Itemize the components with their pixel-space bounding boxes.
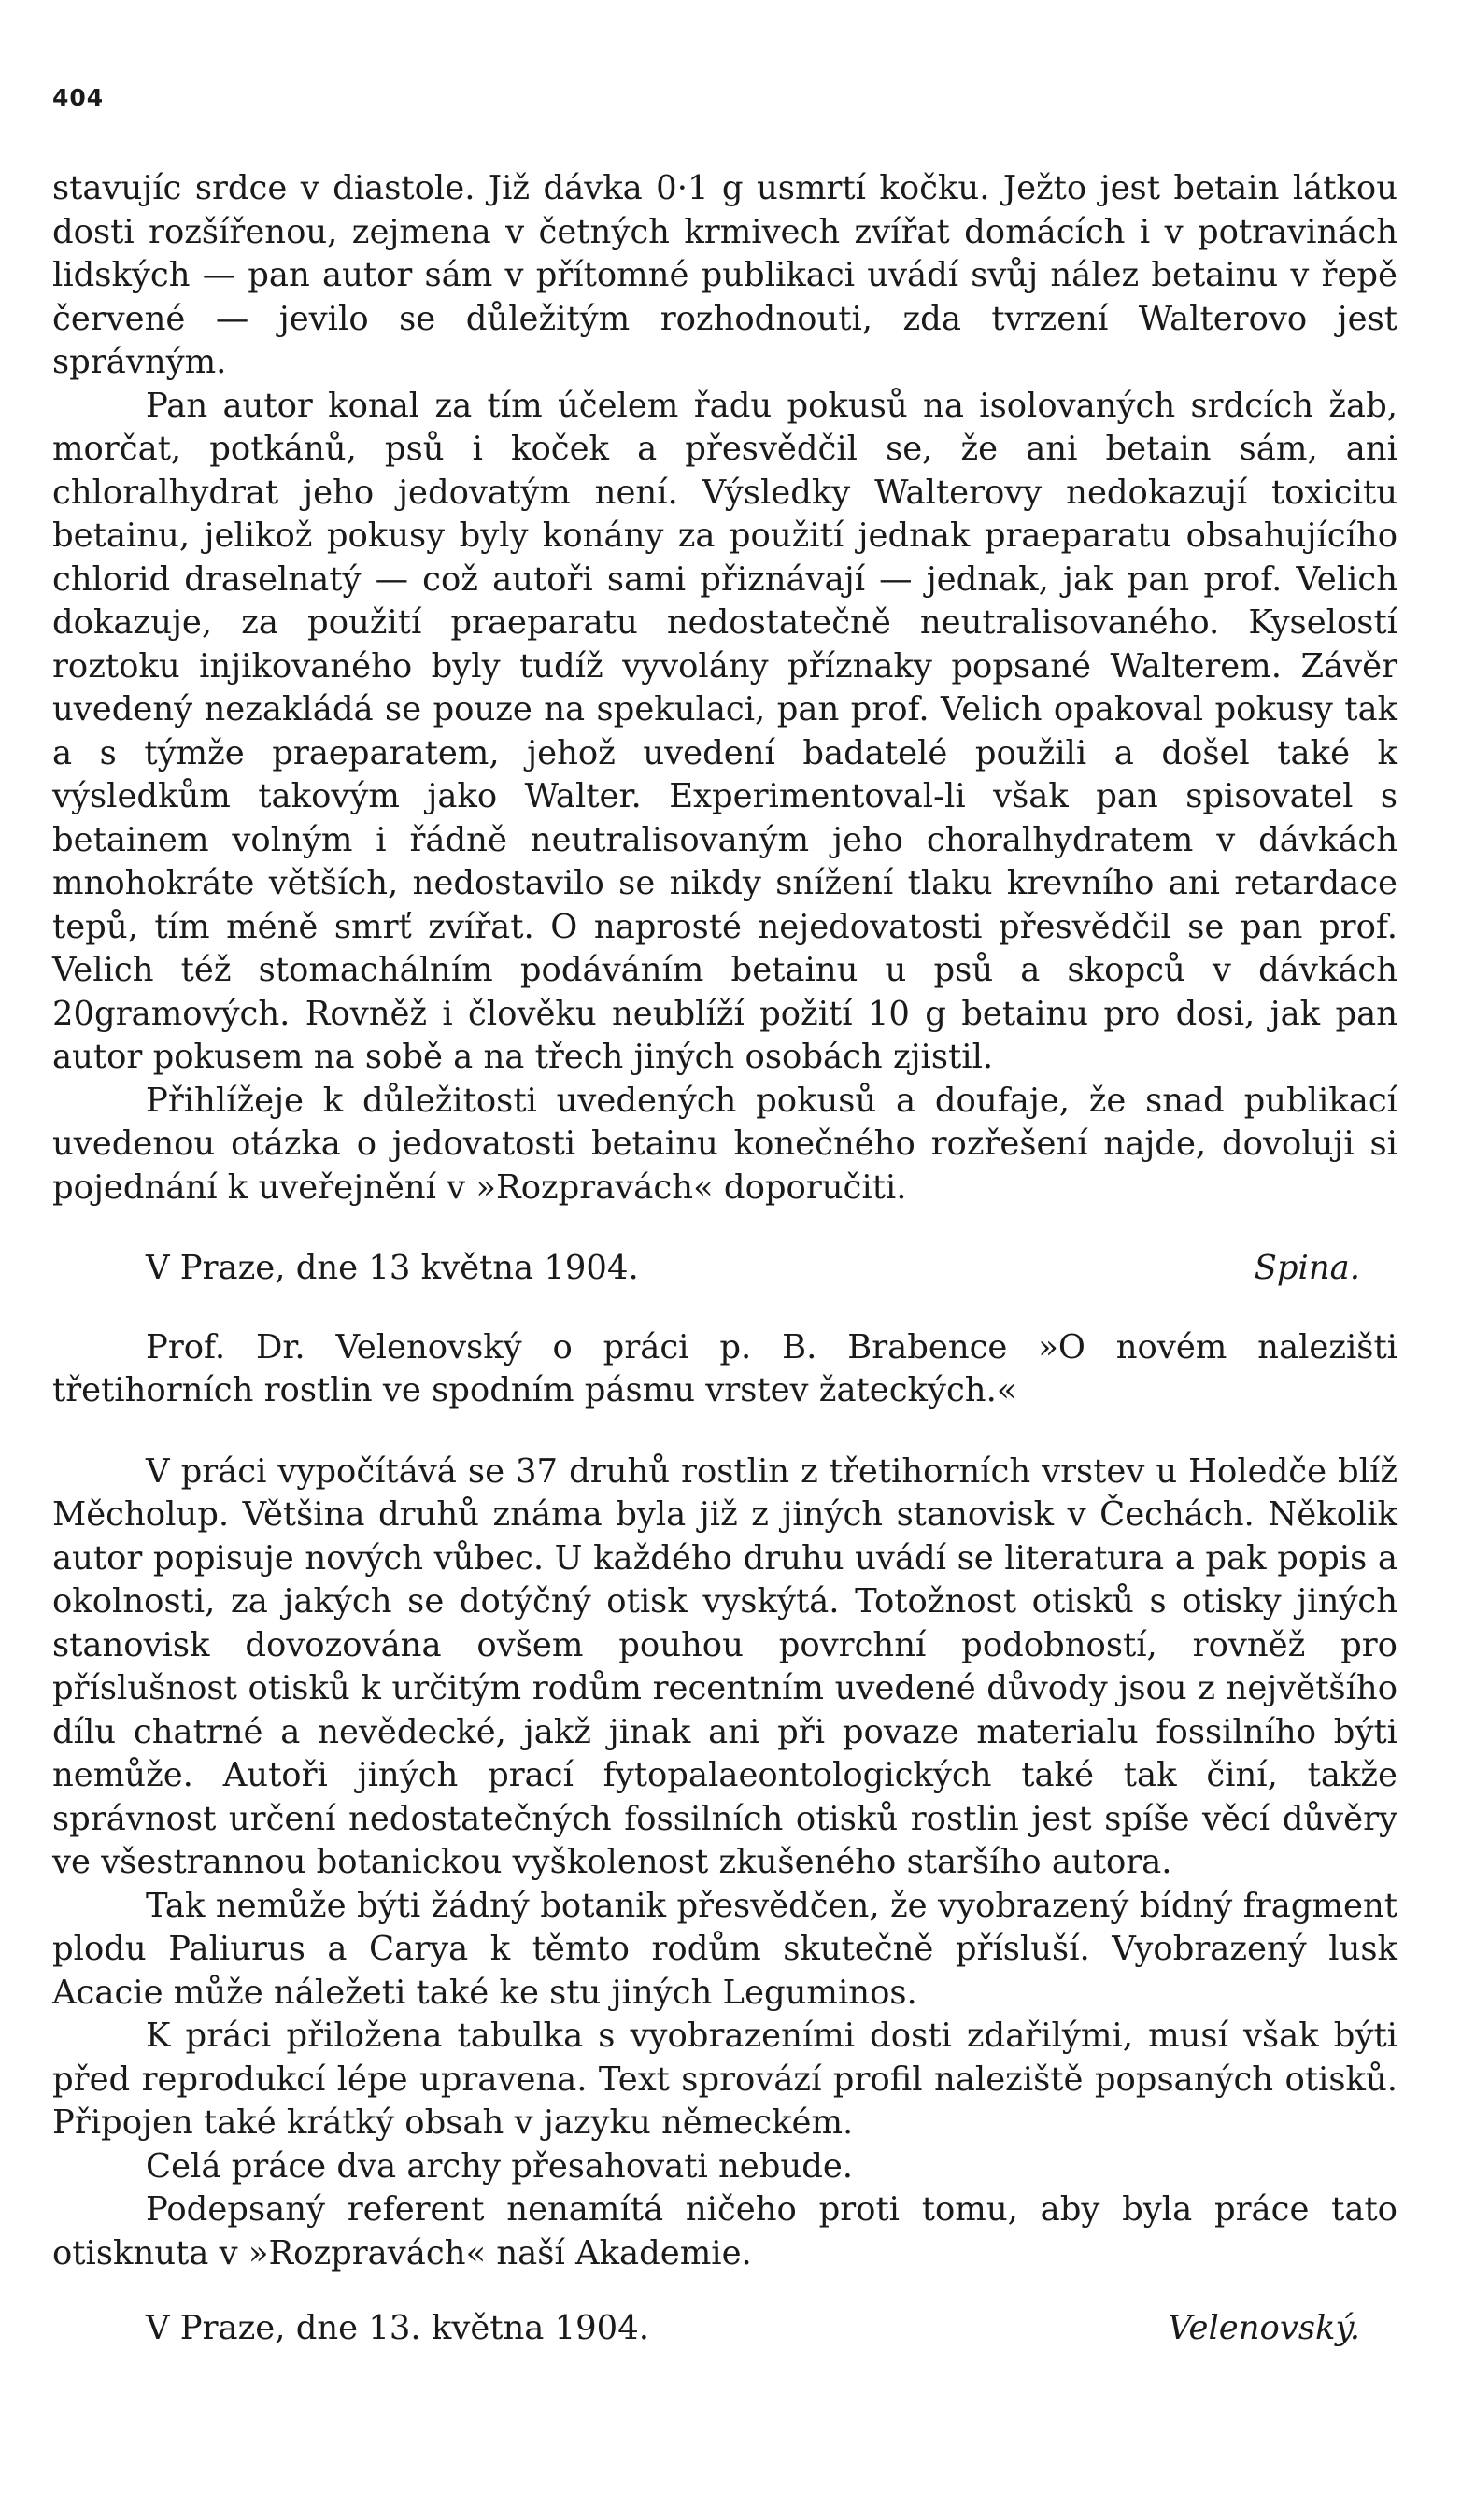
place-date: V Praze, dne 13 května 1904. [146, 1249, 639, 1287]
paragraph: K práci přiložena tabulka s vyobrazeními dosti zdařilými, musí však býti před reprodukcí lépe upravena. Text sprovází profil naleziště popsaných otisků. Připojen také krátký obsah v jazyku německém. [52, 2017, 1397, 2142]
section-heading: Prof. Dr. Velenovský o práci p. B. Brabence »O novém nalezišti třetihorních rostlin ve spodním pásmu vrstev žateckých.« [52, 1327, 1397, 1409]
signature: Spina. [1254, 1249, 1360, 1287]
section-velenovsky-report [52, 1451, 1397, 2276]
page-number: 404 [52, 84, 105, 111]
paragraph: Pan autor konal za tím účelem řadu pokusů na isolovaných srdcích žab, morčat, potkánů, psů i koček a přesvědčil se, že ani betain sám, ani chloralhydrat jeho jedovatým není. Výsledky Walterovy nedokazují toxicitu betainu, jelikož pokusy byly konány za použití jednak praeparatu obsahujícího chlorid draselnatý — což autoři sami přiznávají — jednak, jak pan prof. Velich dokazuje, za použití praeparatu nedostatečně neutralisovaného. Kyselostí roztoku injikovaného byly tudíž vyvolány příznaky popsané Walterem. Závěr uvedený nezakládá se pouze na spekulaci, pan prof. Velich opakoval pokusy tak a s týmže praeparatem, jehož uvedení badatelé použili a došel také k výsledkům takovým jako Walter. Experimentoval-li však pan spisovatel s betainem volným i řádně neutralisovaným jeho choralhydratem v dávkách mnohokráte větších, nedostavilo se nikdy snížení tlaku krevního ani retardace tepů, tím méně smrť zvířat. O naprosté nejedovatosti přesvědčil se pan prof. Velich též stomachálním podáváním betainu u psů a skopců v dávkách 20gramových. Rovněž i člověku neublíží požití 10 g betainu pro dosi, jak pan autor pokusem na sobě a na třech jiných osobách zjistil. [52, 386, 1397, 1076]
place-date: V Praze, dne 13. května 1904. [146, 2309, 649, 2347]
signature-block-spina [52, 1247, 1397, 1291]
section-spina-report [52, 167, 1397, 1210]
document-page [52, 84, 1397, 2351]
section-title-velenovsky [52, 1326, 1397, 1413]
paragraph: Celá práce dva archy přesahovati nebude. [146, 2146, 854, 2186]
paragraph: stavujíc srdce v diastole. Již dávka 0·1 g usmrtí kočku. Ježto jest betain látkou dosti rozšířenou, zejmena v četných krmivech zvířat domácích i v potravinách lidských — pan autor sám v přítomné publikaci uvádí svůj nález betainu v řepě červené — jevilo se důležitým rozhodnouti, zda tvrzení Walterovo jest správným. [52, 169, 1397, 381]
signature-block-velenovsky [52, 2307, 1397, 2351]
paragraph: Podepsaný referent nenamítá ničeho proti tomu, aby byla práce tato otisknuta v »Rozpravách« naší Akademie. [52, 2190, 1397, 2272]
paragraph: V práci vypočítává se 37 druhů rostlin z třetihorních vrstev u Holedče blíž Měcholup. Většina druhů známa byla již z jiných stanovisk v Čechách. Několik autor popisuje nových vůbec. U každého druhu uvádí se literatura a pak popis a okolnosti, za jakých se dotýčný otisk vyskýtá. Totožnost otisků s otisky jiných stanovisk dovozována ovšem pouhou povrchní podobností, rovněž pro příslušnost otisků k určitým rodům recentním uvedené důvody jsou z největšího dílu chatrné a nevědecké, jakž jinak ani při povaze materialu fossilního býti nemůže. Autoři jiných prací fytopalaeontologických také tak činí, takže správnost určení nedostatečných fossilních otisků rostlin jest spíše věcí důvěry ve všestrannou botanickou vyškolenost zkušeného staršího autora. [52, 1451, 1397, 1881]
paragraph: Tak nemůže býti žádný botanik přesvědčen, že vyobrazený bídný fragment plodu Paliurus a Carya k těmto rodům skutečně přísluší. Vyobrazený lusk Acacie může náležeti také ke stu jiných Leguminos. [52, 1886, 1397, 2012]
paragraph: Přihlížeje k důležitosti uvedených pokusů a doufaje, že snad publikací uvedenou otázka o jedovatosti betainu konečného rozřešení najde, dovoluji si pojednání k uveřejnění v »Rozpravách« doporučiti. [52, 1081, 1397, 1207]
signature: Velenovský. [1168, 2309, 1360, 2347]
